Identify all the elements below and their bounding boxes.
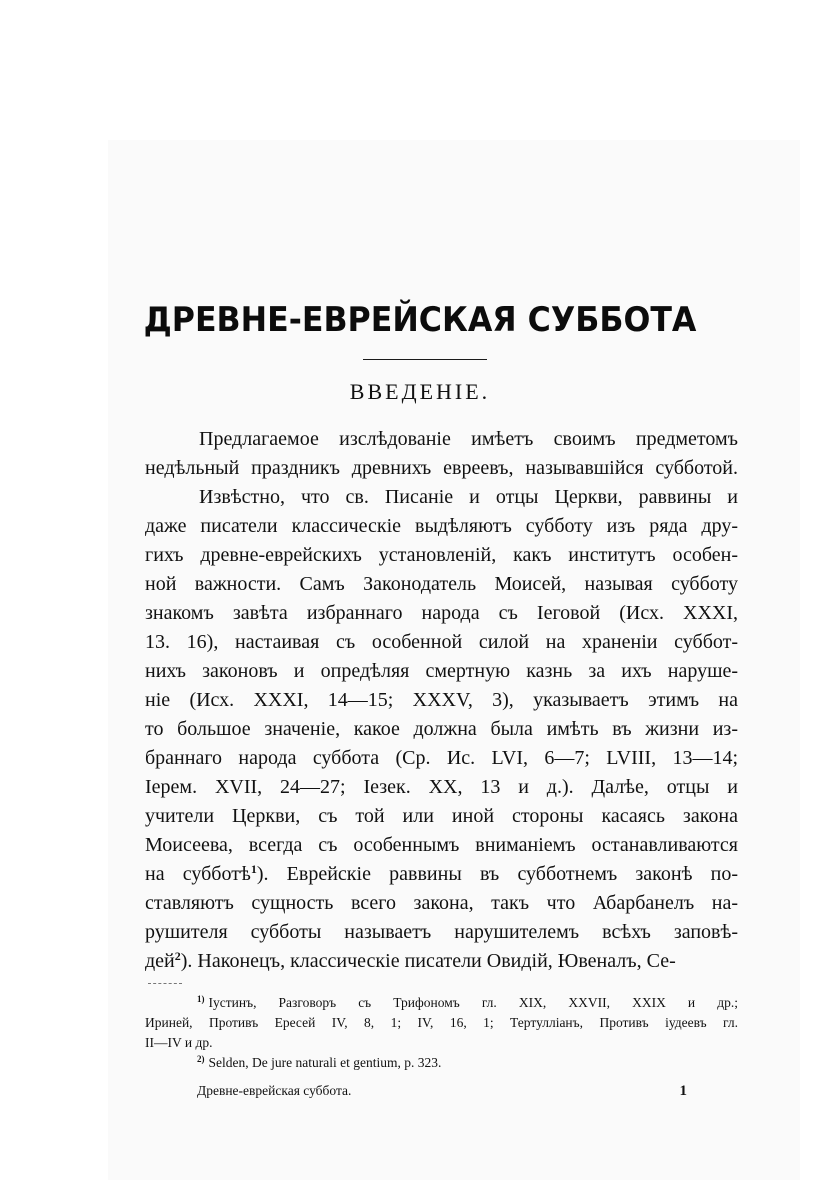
text-line-with-footnote-ref bbox=[145, 860, 738, 889]
footnote-ref-1: 1 bbox=[250, 862, 257, 876]
body-text bbox=[145, 425, 738, 976]
footnote-text: Selden, De jure naturali et gentium, p. 323. bbox=[208, 1055, 442, 1070]
text-segment: дей bbox=[145, 950, 175, 972]
footnote-1-continued: II—IV и др. bbox=[145, 1035, 213, 1050]
footnote-1-continued: Ириней, Противъ Ересей IV, 8, 1; IV, 16, 1; Тертулліанъ, Противъ іудеевъ гл. bbox=[145, 1015, 738, 1030]
text-line: Извѣстно, что св. Писаніе и отцы Церкви, раввины и bbox=[199, 486, 738, 508]
signature-row bbox=[197, 1081, 687, 1101]
text-segment: ). Еврейскіе раввины въ субботнемъ законѣ по- bbox=[256, 863, 739, 885]
text-line: ніе (Исх. XXXI, 14—15; XXXV, 3), указываетъ этимъ на bbox=[145, 689, 738, 711]
text-line: ставляютъ сущность всего закона, такъ что Абарбанелъ на- bbox=[145, 892, 738, 914]
section-heading: ВВЕДЕНІЕ. bbox=[349, 379, 491, 404]
text-line: знакомъ завѣта избраннаго народа съ Іеговой (Исх. XXXI, bbox=[145, 602, 738, 624]
signature-number: 1 bbox=[679, 1083, 687, 1099]
text-line: нихъ законовъ и опредѣляя смертную казнь за ихъ наруше- bbox=[145, 660, 738, 682]
footnote-mark: 2) bbox=[197, 1054, 205, 1064]
text-line: Предлагаемое изслѣдованіе имѣетъ своимъ предметомъ bbox=[199, 428, 738, 450]
text-segment: на субботѣ bbox=[145, 863, 251, 885]
text-line: учители Церкви, съ той или иной стороны касаясь закона bbox=[145, 805, 738, 827]
text-line: рушителя субботы называетъ нарушителемъ всѣхъ заповѣ- bbox=[145, 921, 738, 943]
text-line: недѣльный праздникъ древнихъ евреевъ, называвшійся субботой. bbox=[145, 457, 738, 479]
text-segment: ). Наконецъ, классическіе писатели Овидій, Ювеналъ, Се- bbox=[180, 950, 676, 972]
text-line: ной важности. Самъ Законодатель Моисей, называя субботу bbox=[145, 573, 738, 595]
footnotes bbox=[145, 993, 738, 1073]
text-line-with-footnote-ref bbox=[145, 947, 738, 976]
footnote-text: Іустинъ, Разговоръ съ Трифономъ гл. XIX, XXVII, XXIX и др.; bbox=[208, 995, 738, 1010]
footnote-mark: 1) bbox=[197, 994, 205, 1004]
page-title: ДРЕВНЕ-ЕВРЕЙСКАЯ СУББОТА bbox=[143, 300, 697, 340]
signature-mark: Древне-еврейская суббота. bbox=[197, 1083, 352, 1098]
title-divider bbox=[363, 359, 487, 360]
text-line: браннаго народа суббота (Ср. Ис. LVI, 6—7; LVIII, 13—14; bbox=[145, 747, 738, 769]
text-line: 13. 16), настаивая съ особенной силой на храненіи суббот- bbox=[145, 631, 738, 653]
footnote-ref-2: 2 bbox=[174, 949, 181, 963]
text-line: Моисеева, всегда съ особеннымъ вниманіемъ останавливаются bbox=[145, 834, 738, 856]
text-line: даже писатели классическіе выдѣляютъ субботу изъ ряда дру- bbox=[145, 515, 738, 537]
footnote-2 bbox=[145, 1053, 738, 1073]
text-line: то большое значеніе, какое должна была имѣть въ жизни из- bbox=[145, 718, 738, 740]
text-line: Іерем. XVII, 24—27; Іезек. XX, 13 и д.). Далѣе, отцы и bbox=[145, 776, 738, 798]
footnote-1 bbox=[145, 993, 738, 1013]
footnote-separator bbox=[148, 983, 182, 984]
text-line: гихъ древне-еврейскихъ установленій, какъ институтъ особен- bbox=[145, 544, 738, 566]
